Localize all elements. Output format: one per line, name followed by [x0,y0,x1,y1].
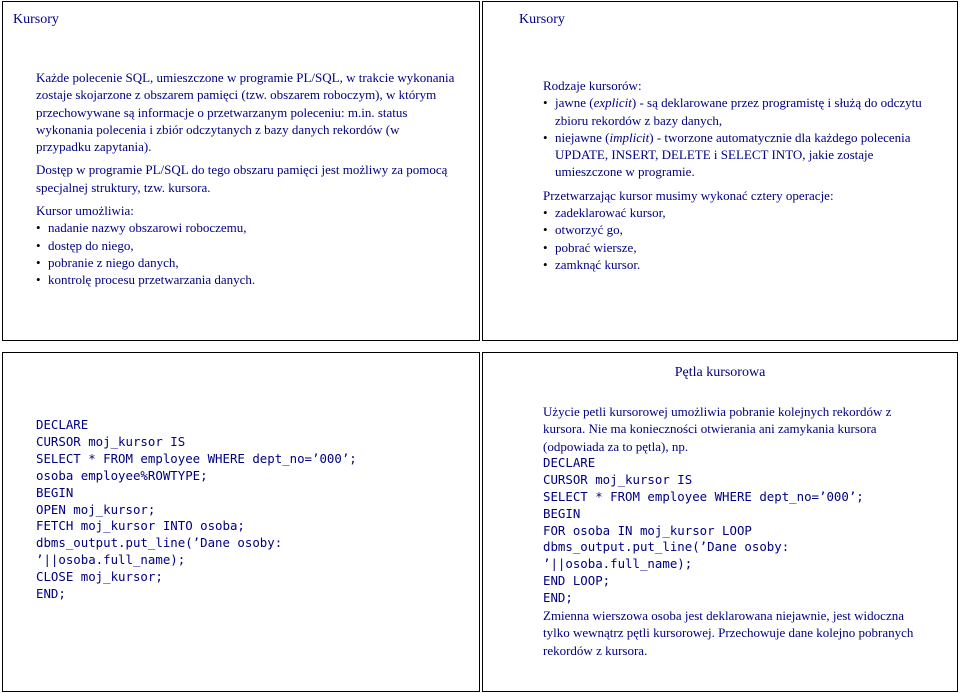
code-line: osoba employee%ROWTYPE; [36,467,208,483]
list-item: • jawne (explicit) - są deklarowane przez programistę i służą do odczytu zbioru rekordów z bazy danych, [543,94,923,129]
code-line: END LOOP; [543,573,611,589]
code-line: FETCH moj_kursor INTO osoba; [36,518,245,534]
paragraph: Dostęp w programie PL/SQL do tego obszaru pamięci jest możliwy za pomocą specjalnej struktury, tzw. kursora. [36,162,448,195]
code-line: FOR osoba IN moj_kursor LOOP [543,522,752,538]
paragraph: Kursor umożliwia: [36,203,134,219]
bullet-list [543,204,923,273]
slide-title: Pętla kursorowa [674,365,766,380]
code-line: dbms_output.put_line(’Dane osoby: [543,539,790,555]
code-line: OPEN moj_kursor; [36,501,156,517]
bullet-list [543,94,923,180]
list-item: • pobranie z niego danych, [36,254,456,271]
code-line: END; [36,586,66,602]
list-item: • nadanie nazwy obszarowi roboczemu, [36,219,456,236]
code-line: CLOSE moj_kursor; [36,569,163,585]
code-block [543,455,928,607]
slide-cursor-example [2,352,480,692]
code-line: BEGIN [543,505,581,521]
slide-cursors-intro [2,1,480,341]
paragraph: Zmienna wierszowa osoba jest deklarowana niejawnie, jest widoczna tylko wewnątrz pętli kursorowej. Przechowuje dane kolejno pobranych rekordów z kursora. [543,608,914,658]
slide-title: Kursory [519,12,565,27]
code-line: ’||osoba.full_name); [36,552,186,568]
list-item: • otworzyć go, [543,221,923,238]
list-item: • zadeklarować kursor, [543,204,923,221]
list-item: • dostęp do niego, [36,237,456,254]
list-item: • niejawne (implicit) - tworzone automatycznie dla każdego polecenia UPDATE, INSERT, DELETE i SELECT INTO, jakie zostaje umieszczone w programie. [543,129,923,181]
paragraph: Przetwarzając kursor musimy wykonać cztery operacje: [543,187,834,203]
slide-cursor-loop [482,352,958,692]
slide-title: Kursory [13,12,59,27]
slide-cursor-types [482,1,958,341]
code-line: ’||osoba.full_name); [543,556,693,572]
code-line: dbms_output.put_line(’Dane osoby: [36,535,283,551]
list-item: • zamknąć kursor. [543,256,923,273]
slide-body [36,69,456,289]
slide-body [543,403,928,659]
bullet-list [36,219,456,288]
code-line: SELECT * FROM employee WHERE dept_no=’000’; [36,450,357,466]
paragraph: Każde polecenie SQL, umieszczone w programie PL/SQL, w trakcie wykonania zostaje skojarzone z obszarem pamięci (tzw. obszarem roboczym), w którym przechowywane są informacje o przetwarzanym poleceniu: m.in. status wykonania polecenia i zbiór odczytanych z bazy danych rekordów (w przypadku zapytania). [36,70,455,155]
slide-body [543,77,923,273]
list-item: • pobrać wiersze, [543,239,923,256]
code-line: DECLARE [543,454,596,470]
code-line: BEGIN [36,484,74,500]
paragraph: Rodzaje kursorów: [543,78,642,93]
code-line: DECLARE [36,417,89,432]
code-line: CURSOR moj_kursor IS [543,471,693,487]
code-line: CURSOR moj_kursor IS [36,433,186,449]
list-item: • kontrolę procesu przetwarzania danych. [36,271,456,288]
code-line: END; [543,590,573,606]
code-line: SELECT * FROM employee WHERE dept_no=’000’; [543,488,864,504]
paragraph: Użycie petli kursorowej umożliwia pobranie kolejnych rekordów z kursora. Nie ma konieczności otwierania ani zamykania kursora (odpowiada za to pętla), np. [543,404,892,454]
code-block [36,417,466,603]
